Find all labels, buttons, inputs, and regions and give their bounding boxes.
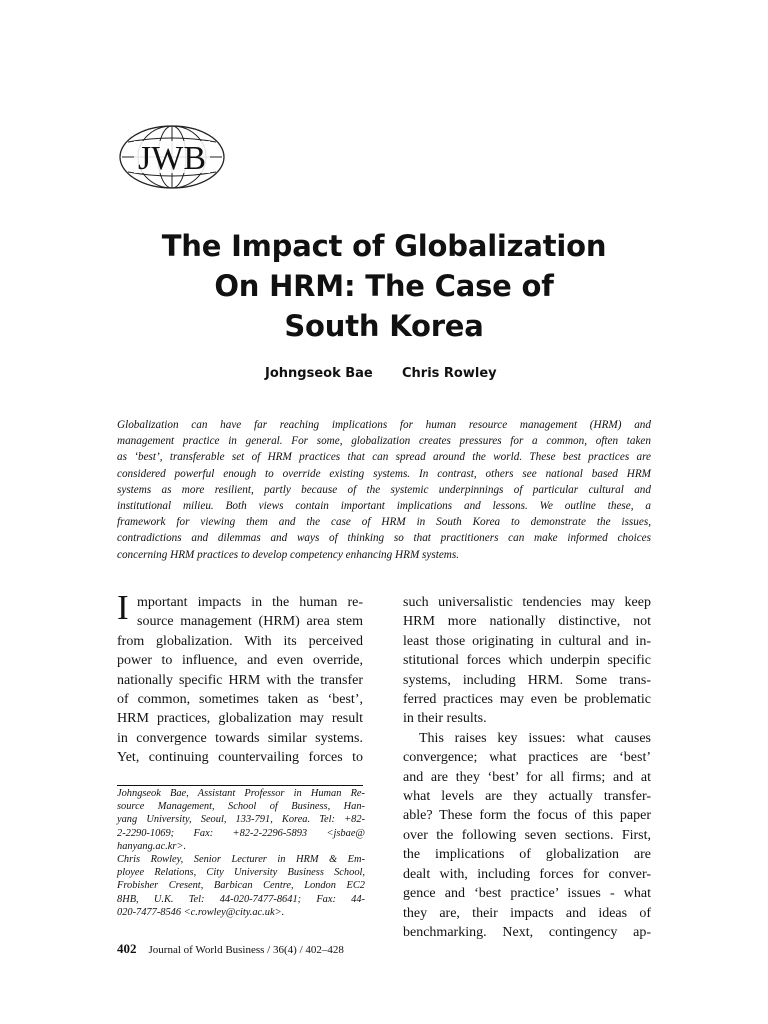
body-column-left (117, 588, 363, 768)
abstract-line: as ‘best’, transferable set of HRM practices that can spread around the world. These best practices are (117, 451, 651, 464)
body-line: HRM practices, globalization may result (117, 711, 363, 727)
footnote-line: 2-2290-1069; Fax: +82-2-2296-5893 <jsbae@ (117, 827, 365, 839)
abstract-line: concerning HRM practices to develop competency enhancing HRM systems. (117, 548, 460, 561)
body-line: and are they ‘best’ for all firms; and at (403, 769, 651, 785)
journal-citation: Journal of World Business / 36(4) / 402–428 (148, 944, 344, 956)
footnote-line: Frobisher Cresent, Barbican Centre, London EC2 (117, 880, 365, 892)
footnote-divider (117, 785, 363, 786)
body-line: they are, their impacts and ideas of (403, 905, 651, 921)
body-line: gence and ‘best practice’ issues - what (403, 886, 651, 902)
title-line: On HRM: The Case of (214, 269, 554, 303)
footnote-line: 8HB, U.K. Tel: 44-020-7477-8641; Fax: 44- (117, 893, 365, 905)
body-line: ferred practices may even be problematic (403, 692, 651, 708)
article-title (0, 226, 768, 346)
body-line: power to influence, and even override, (117, 653, 363, 669)
body-line: HRM more nationally distinctive, not (403, 614, 651, 630)
abstract-line: framework for viewing them and the case of HRM in South Korea to demonstrate the issues, (117, 516, 651, 529)
footnote-line: Chris Rowley, Senior Lecturer in HRM & Em- (117, 854, 365, 866)
drop-cap: I (117, 588, 129, 627)
page-footer (117, 940, 344, 958)
body-line: in convergence towards similar systems. (117, 730, 363, 746)
footnote-line: hanyang.ac.kr>. (117, 840, 187, 852)
body-line: what levels are they actually transfer- (403, 789, 651, 805)
author-name: Johngseok Bae (265, 366, 373, 381)
abstract-line: contradictions and dilemmas and ways of thinking so that practitioners can make informed choices (117, 532, 651, 545)
globe-icon (116, 122, 228, 192)
body-line: from globalization. With its perceived (117, 633, 363, 649)
body-line: This raises key issues: what causes (419, 730, 651, 746)
footnote-line: yang University, Seoul, 133-791, Korea. Tel: +82- (117, 814, 365, 826)
body-line: nationally specific HRM with the transfer (117, 672, 363, 688)
abstract-line: management practice in general. For some, globalization creates pressures for a common, often taken (117, 435, 651, 448)
logo-text: JWB (138, 140, 206, 177)
body-column-right (403, 593, 651, 942)
footnote-line: source Management, School of Business, Han- (117, 801, 365, 813)
abstract-line: systems as more resilient, partly because of the systemic underpinnings of particular cultural and (117, 483, 651, 496)
body-line: systems, including HRM. Some trans- (403, 672, 651, 688)
author-name: Chris Rowley (402, 366, 497, 381)
journal-logo (116, 122, 228, 192)
author-footnote (117, 787, 365, 919)
page-number: 402 (117, 941, 137, 956)
body-line: the implications of globalization are (403, 847, 651, 863)
body-line: least those originating in cultural and in- (403, 633, 651, 649)
body-line: such universalistic tendencies may keep (403, 595, 651, 610)
abstract-line: institutional milieu. Both views contain important implications and lessons. We outline these, a (117, 500, 651, 513)
footnote-line: Johngseok Bae, Assistant Professor in Human Re- (117, 788, 365, 799)
title-line: South Korea (284, 309, 484, 343)
body-line: benchmarking. Next, contingency ap- (403, 924, 651, 940)
body-line: in their results. (403, 711, 487, 727)
body-line: source management (HRM) area stem (137, 614, 363, 630)
body-line: over the following seven sections. First, (403, 827, 651, 843)
abstract (117, 417, 651, 563)
body-line: Yet, continuing countervailing forces to (117, 750, 363, 766)
footnote-line: ployee Relations, City University Business School, (117, 867, 365, 879)
abstract-line: Globalization can have far reaching implications for human resource management (HRM) and (117, 419, 651, 431)
body-line: stitutional forces which underpin specific (403, 653, 651, 669)
body-line: dealt with, including forces for conver- (403, 866, 651, 882)
body-line: convergence; what practices are ‘best’ (403, 750, 651, 766)
abstract-line: considered powerful enough to override existing systems. In contrast, others see national based HRM (117, 467, 651, 480)
body-line: of common, sometimes taken as ‘best’, (117, 692, 363, 708)
body-line: mportant impacts in the human re- (137, 595, 363, 610)
footnote-line: 020-7477-8546 <c.rowley@city.ac.uk>. (117, 906, 285, 918)
title-line: The Impact of Globalization (161, 229, 607, 263)
body-line: able? These form the focus of this paper (403, 808, 651, 824)
